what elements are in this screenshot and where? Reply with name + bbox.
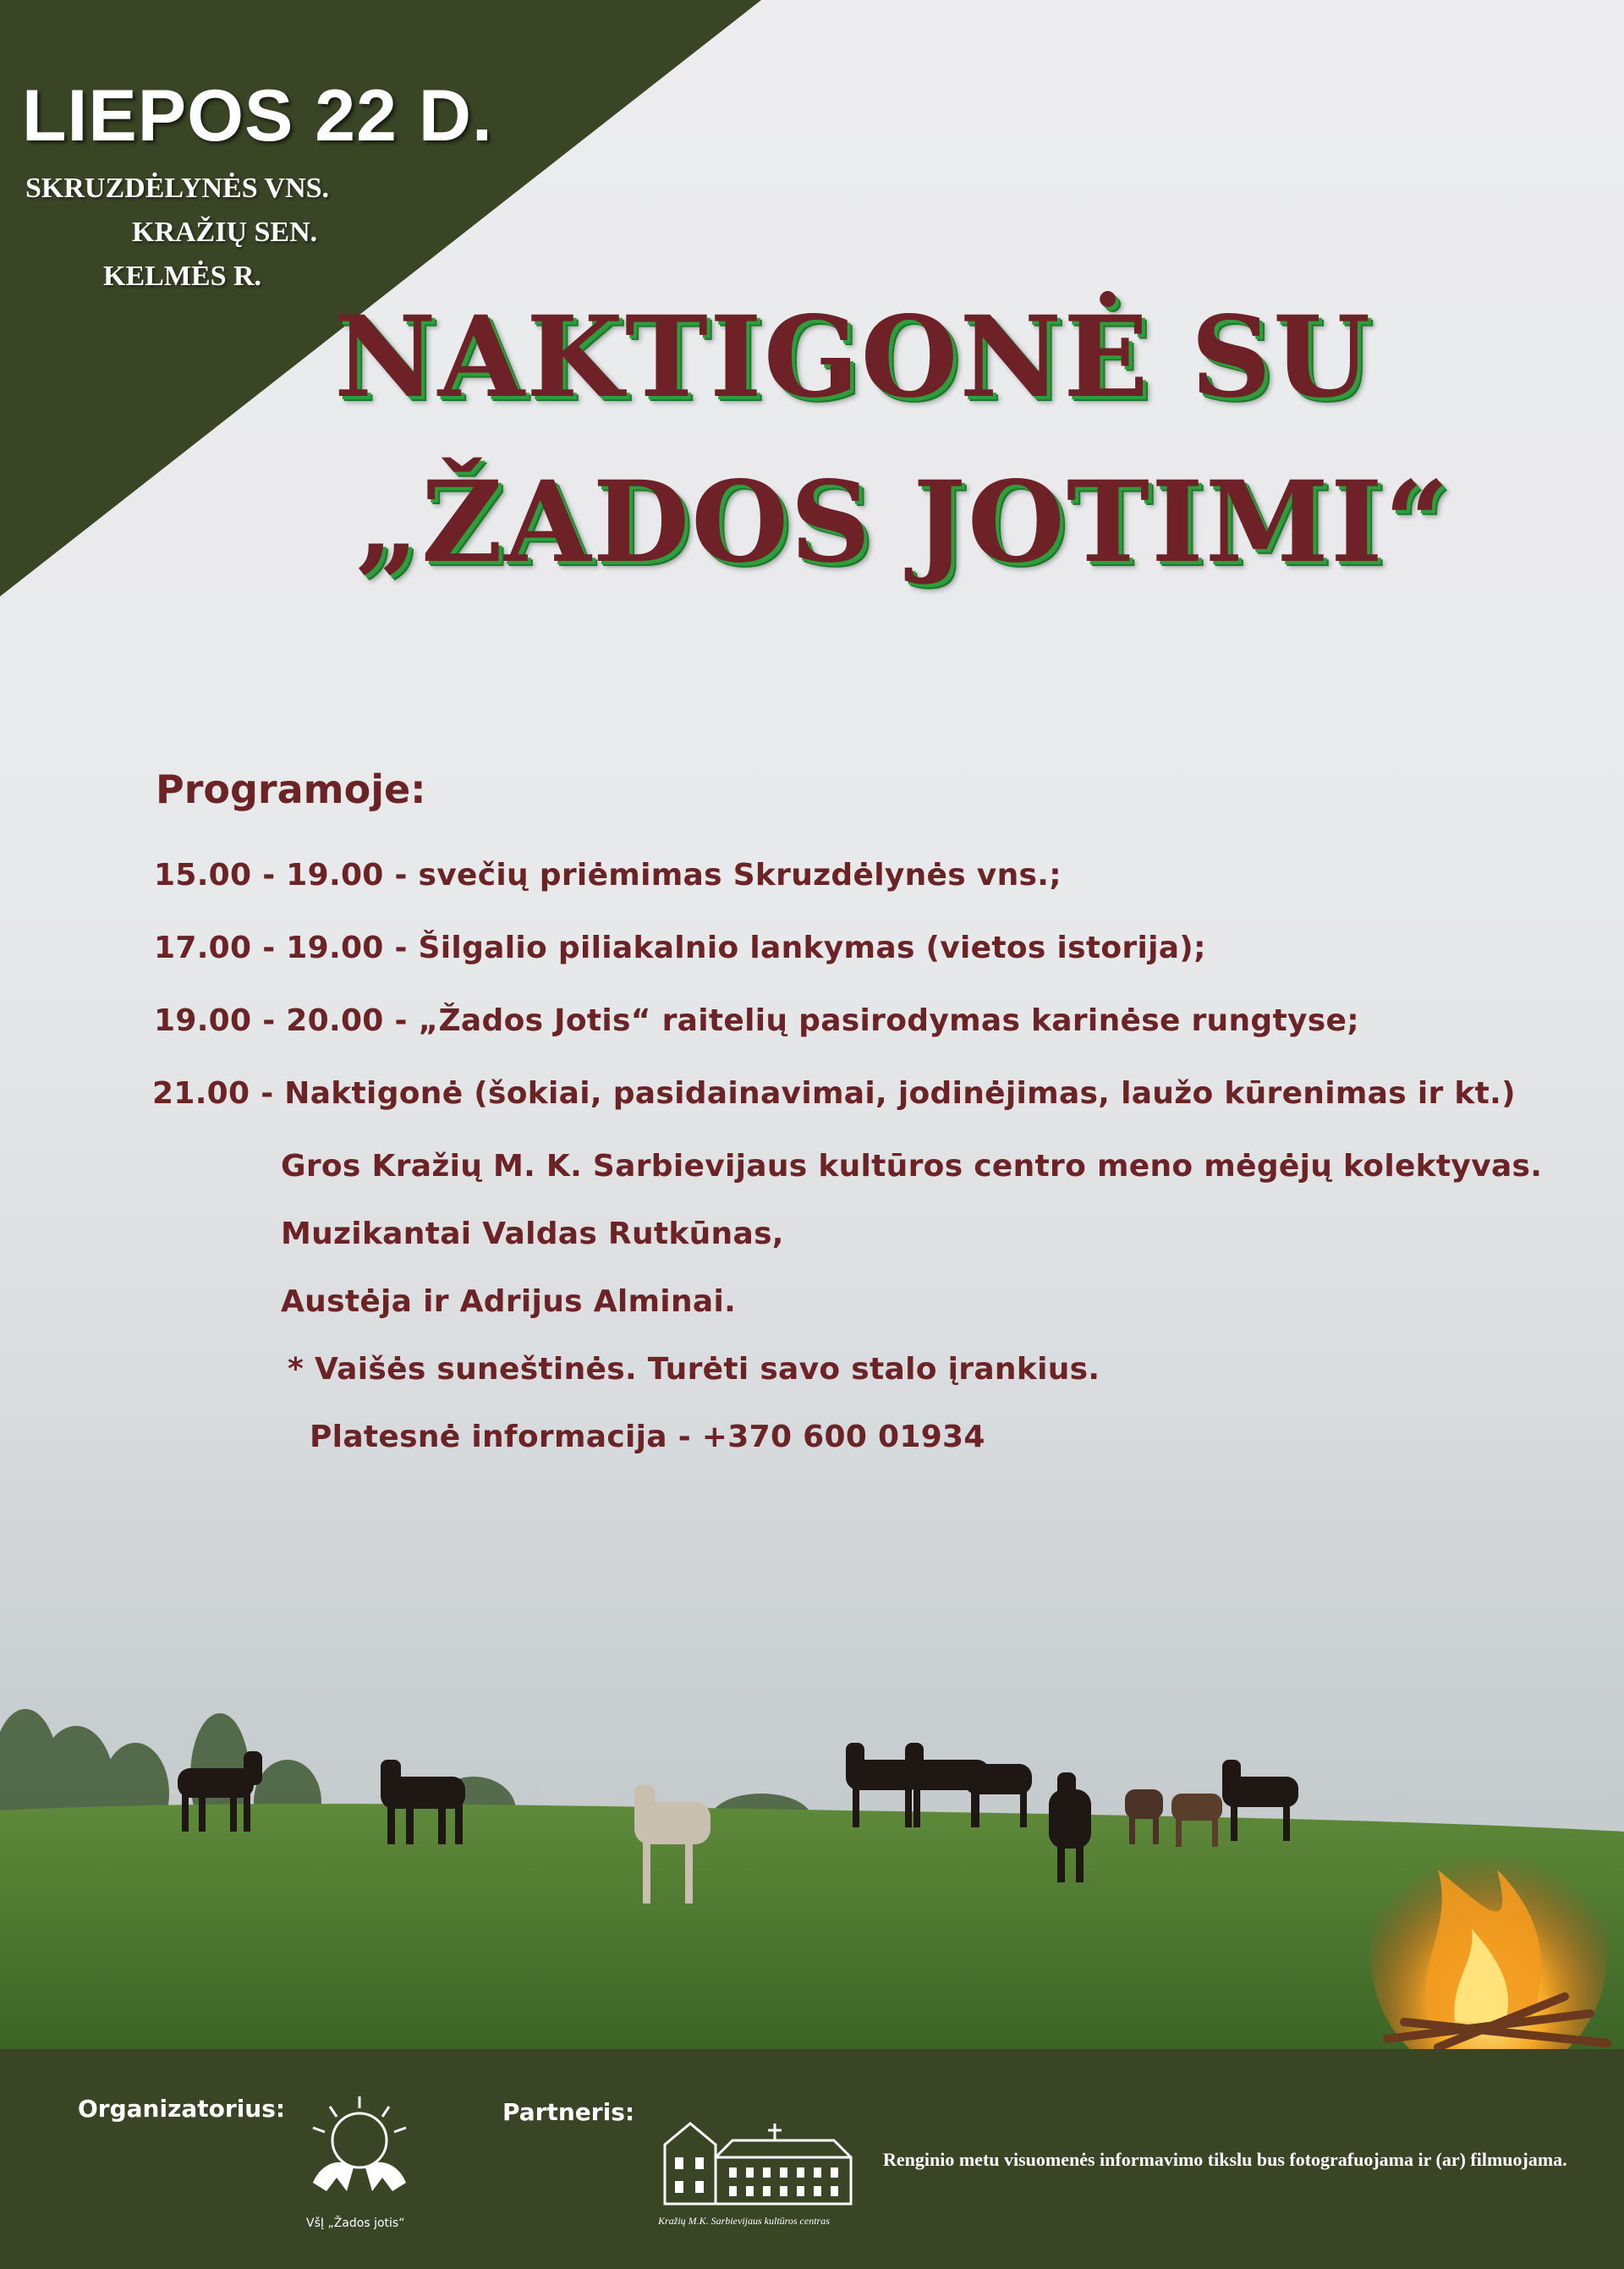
location-line-3: KELMĖS R. <box>103 261 262 292</box>
program-item: 15.00 - 19.00 - svečių priėmimas Skruzdėlynės vns.; <box>154 858 1062 893</box>
program-item: 19.00 - 20.00 - „Žados Jotis“ raitelių pasirodymas karinėse rungtyse; <box>154 1003 1359 1038</box>
contact-info: Platesnė informacija - +370 600 01934 <box>310 1420 985 1454</box>
location-line-2: KRAŽIŲ SEN. <box>132 217 318 248</box>
partner-label: Partneris: <box>502 2098 635 2126</box>
organizer-logo-caption: VšĮ „Žados jotis“ <box>306 2217 405 2230</box>
program-item: 21.00 - Naktigonė (šokiai, pasidainavimai, jodinėjimas, laužo kūrenimas ir kt.) <box>152 1076 1516 1111</box>
horse-logo-icon <box>288 2090 431 2217</box>
partner-logo-caption: Kražių M.K. Sarbievijaus kultūros centras <box>658 2215 830 2227</box>
program-item: 17.00 - 19.00 - Šilgalio piliakalnio lankymas (vietos istorija); <box>154 931 1206 965</box>
poster-title-line-1: NAKTIGONĖ SU <box>334 292 1373 423</box>
event-date: LIEPOS 22 D. <box>22 75 493 157</box>
program-heading: Programoje: <box>156 766 426 812</box>
poster-title-line-2: „ŽADOS JOTIMI“ <box>355 457 1451 588</box>
program-detail: Gros Kražių M. K. Sarbievijaus kultūros centro meno mėgėjų kolektyvas. <box>281 1149 1543 1184</box>
filming-notice: Renginio metu visuomenės informavimo tikslu bus fotografuojama ir (ar) filmuojama. <box>883 2149 1567 2170</box>
program-detail: * Vaišės suneštinės. Turėti savo stalo įrankius. <box>288 1352 1100 1387</box>
landscape-photo <box>0 1684 1624 2049</box>
organizer-label: Organizatorius: <box>78 2095 286 2123</box>
program-detail: Austėja ir Adrijus Alminai. <box>281 1284 737 1319</box>
program-detail: Muzikantai Valdas Rutkūnas, <box>281 1217 784 1251</box>
manor-logo-icon <box>656 2107 859 2212</box>
location-line-1: SKRUZDĖLYNĖS VNS. <box>25 173 330 204</box>
